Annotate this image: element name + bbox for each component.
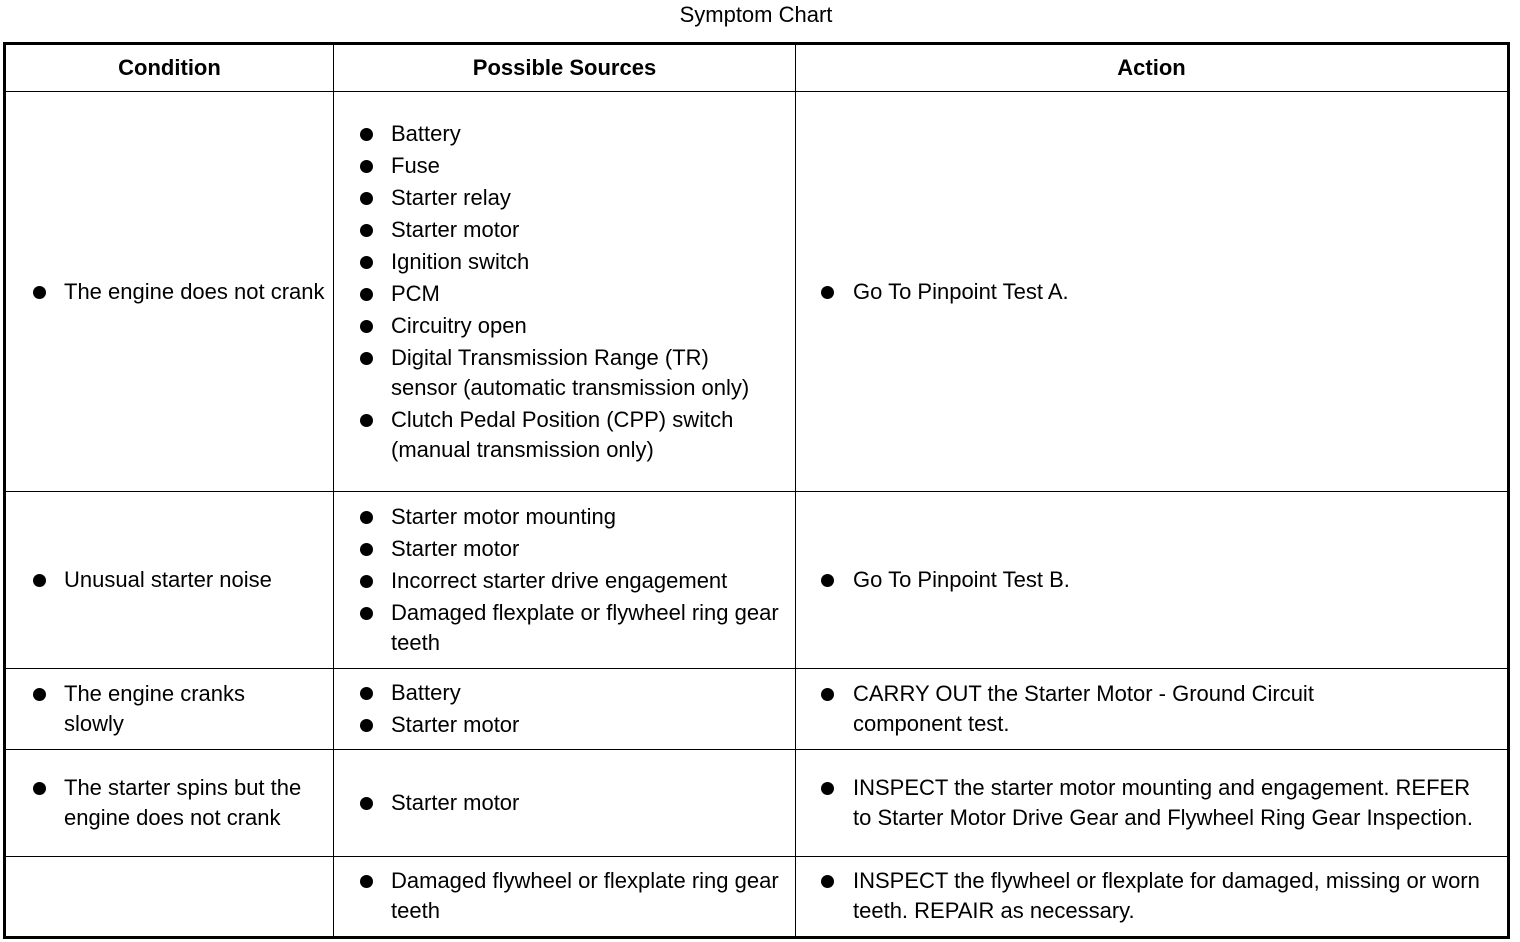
list-item: [796, 773, 1507, 833]
bullet-icon: [360, 192, 373, 205]
action-text: Go To Pinpoint Test A.: [853, 278, 1069, 304]
column-header-possible-sources: Possible Sources: [334, 45, 796, 92]
page-title: Symptom Chart: [679, 2, 833, 27]
list-item: [334, 183, 781, 213]
list-item: [334, 405, 781, 465]
symptom-table: [5, 44, 1508, 937]
bullet-icon: [360, 719, 373, 732]
bullet-icon: [360, 797, 373, 810]
bullet-icon: [821, 782, 834, 795]
source-text: PCM: [391, 280, 440, 306]
list-item: [334, 866, 781, 926]
action-cell: [796, 668, 1508, 749]
list-item: [6, 277, 333, 307]
list-item: [6, 679, 303, 739]
bullet-icon: [33, 286, 46, 299]
action-text: Go To Pinpoint Test B.: [853, 567, 1070, 593]
column-header-condition: Condition: [6, 45, 334, 92]
list-item: [334, 566, 781, 596]
source-text: Battery: [391, 679, 461, 705]
table-row: [6, 749, 1508, 856]
condition-cell: [6, 668, 334, 749]
condition-text: The starter spins but the engine does not crank: [64, 774, 302, 830]
bullet-icon: [821, 875, 834, 888]
sources-cell: [334, 856, 796, 936]
list-item: [334, 502, 781, 532]
list-item: [796, 565, 1507, 595]
list-item: [6, 565, 333, 595]
sources-cell: [334, 749, 796, 856]
action-cell: [796, 492, 1508, 668]
list-item: [334, 710, 795, 740]
source-text: Ignition switch: [391, 248, 530, 274]
source-text: Starter motor: [391, 536, 520, 562]
bullet-icon: [360, 511, 373, 524]
source-text: Clutch Pedal Position (CPP) switch (manual transmission only): [391, 406, 734, 462]
source-text: Circuitry open: [391, 312, 527, 338]
bullet-icon: [360, 224, 373, 237]
sources-cell: [334, 92, 796, 492]
source-text: Incorrect starter drive engagement: [391, 568, 728, 594]
list-item: [334, 247, 781, 277]
list-item: [334, 534, 781, 564]
source-text: Digital Transmission Range (TR) sensor (automatic transmission only): [391, 344, 750, 400]
list-item: [334, 678, 795, 708]
list-item: [6, 773, 313, 833]
bullet-icon: [821, 688, 834, 701]
bullet-icon: [33, 574, 46, 587]
header-row: [6, 45, 1508, 92]
list-item: [796, 679, 1417, 739]
bullet-icon: [360, 687, 373, 700]
bullet-icon: [360, 414, 373, 427]
source-text: Damaged flywheel or flexplate ring gear teeth: [391, 868, 779, 924]
source-text: Damaged flexplate or flywheel ring gear teeth: [391, 600, 779, 656]
action-cell: [796, 749, 1508, 856]
table-row: [6, 856, 1508, 936]
source-text: Starter motor: [391, 711, 520, 737]
source-text: Starter relay: [391, 184, 511, 210]
bullet-icon: [360, 575, 373, 588]
action-cell: [796, 92, 1508, 492]
list-item: [334, 311, 781, 341]
list-item: [796, 277, 1507, 307]
condition-cell: [6, 749, 334, 856]
bullet-icon: [821, 574, 834, 587]
action-text: INSPECT the flywheel or flexplate for damaged, missing or worn teeth. REPAIR as necessary.: [853, 868, 1480, 924]
condition-text: Unusual starter noise: [64, 567, 272, 593]
source-text: Starter motor mounting: [391, 504, 616, 530]
source-text: Starter motor: [391, 789, 520, 815]
action-text: INSPECT the starter motor mounting and engagement. REFER to Starter Motor Drive Gear and Flywheel Ring Gear Inspection.: [853, 774, 1473, 830]
bullet-icon: [360, 875, 373, 888]
table-row: [6, 92, 1508, 492]
bullet-icon: [360, 288, 373, 301]
list-item: [334, 788, 795, 818]
source-text: Fuse: [391, 152, 440, 178]
condition-cell: [6, 856, 334, 936]
bullet-icon: [360, 320, 373, 333]
source-text: Battery: [391, 120, 461, 146]
sources-cell: [334, 668, 796, 749]
list-item: [334, 598, 781, 658]
bullet-icon: [360, 352, 373, 365]
list-item: [334, 343, 781, 403]
condition-text: The engine does not crank: [64, 278, 325, 304]
list-item: [334, 151, 781, 181]
list-item: [334, 215, 781, 245]
sources-cell: [334, 492, 796, 668]
action-cell: [796, 856, 1508, 936]
condition-cell: [6, 92, 334, 492]
column-header-action: Action: [796, 45, 1508, 92]
table-row: [6, 492, 1508, 668]
table-row: [6, 668, 1508, 749]
bullet-icon: [360, 128, 373, 141]
bullet-icon: [821, 286, 834, 299]
action-text: CARRY OUT the Starter Motor - Ground Circuit component test.: [853, 680, 1314, 736]
condition-text: The engine cranks slowly: [64, 680, 245, 736]
bullet-icon: [360, 160, 373, 173]
list-item: [334, 119, 781, 149]
source-text: Starter motor: [391, 216, 520, 242]
condition-cell: [6, 492, 334, 668]
list-item: [334, 279, 781, 309]
bullet-icon: [33, 688, 46, 701]
bullet-icon: [33, 782, 46, 795]
bullet-icon: [360, 543, 373, 556]
bullet-icon: [360, 607, 373, 620]
bullet-icon: [360, 256, 373, 269]
list-item: [796, 866, 1507, 926]
